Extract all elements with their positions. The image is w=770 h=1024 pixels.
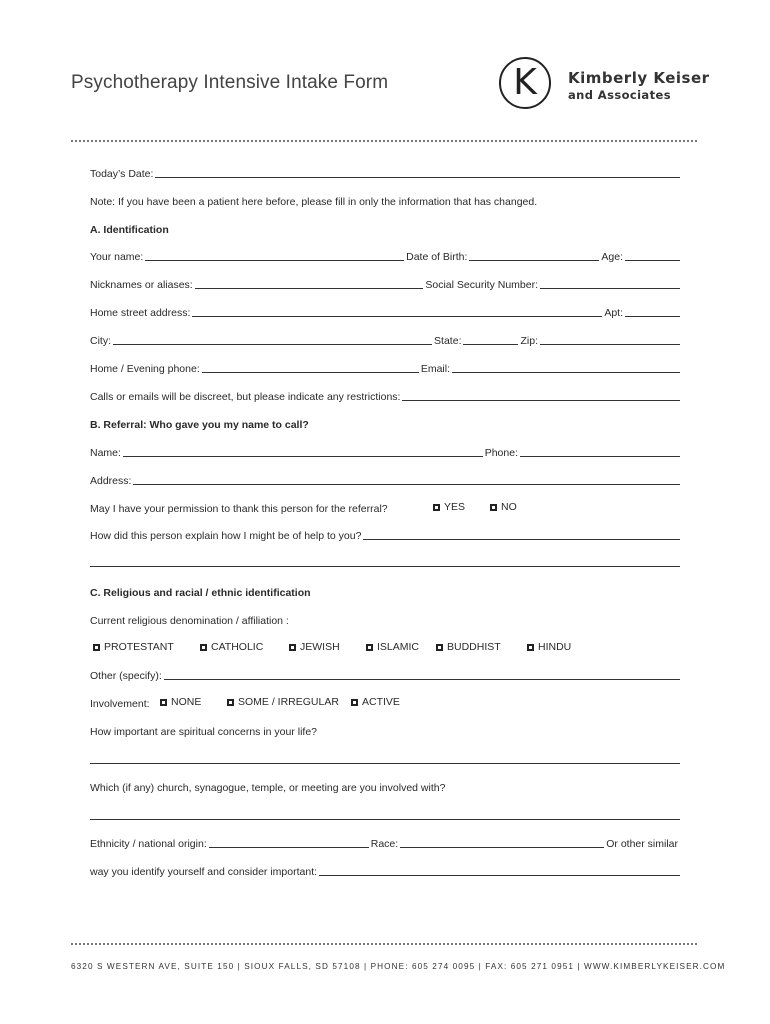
ssn-field[interactable] bbox=[540, 288, 680, 289]
nicknames-label: Nicknames or aliases: bbox=[90, 279, 193, 291]
form-title: Psychotherapy Intensive Intake Form bbox=[71, 72, 389, 93]
race-label: Race: bbox=[370, 838, 399, 850]
buddhist-label: BUDDHIST bbox=[447, 641, 501, 653]
other-specify-field[interactable] bbox=[164, 679, 680, 680]
todays-date-row bbox=[90, 166, 680, 180]
protestant-option[interactable] bbox=[93, 641, 174, 653]
none-label: NONE bbox=[171, 696, 202, 708]
section-b-heading bbox=[90, 417, 680, 431]
dob-label: Date of Birth: bbox=[406, 251, 468, 263]
referral-name-row bbox=[90, 445, 680, 459]
top-divider bbox=[71, 140, 697, 142]
zip-field[interactable] bbox=[540, 344, 680, 345]
city-label: City: bbox=[90, 335, 111, 347]
logo-subtitle: and Associates bbox=[568, 88, 671, 102]
identify-row bbox=[90, 864, 680, 878]
your-name-field[interactable] bbox=[145, 260, 404, 261]
how-explain-label: How did this person explain how I might be of help to you? bbox=[90, 530, 362, 542]
logo-name: Kimberly Keiser bbox=[568, 69, 710, 87]
note-row bbox=[90, 194, 680, 208]
yes-checkbox[interactable] bbox=[433, 504, 440, 511]
referral-address-label: Address: bbox=[90, 475, 132, 487]
some-irregular-checkbox[interactable] bbox=[227, 699, 234, 706]
referral-phone-label: Phone: bbox=[484, 447, 518, 459]
permission-no-option[interactable] bbox=[490, 501, 517, 513]
buddhist-checkbox[interactable] bbox=[436, 644, 443, 651]
islamic-option[interactable] bbox=[366, 641, 419, 653]
phone-email-row bbox=[90, 361, 680, 375]
age-label: Age: bbox=[601, 251, 623, 263]
how-explain-field-line-2[interactable] bbox=[90, 566, 680, 567]
restrictions-label: Calls or emails will be discreet, but please indicate any restrictions: bbox=[90, 391, 401, 403]
section-b-title: B. Referral: Who gave you my name to call? bbox=[90, 419, 309, 431]
ethnicity-label: Ethnicity / national origin: bbox=[90, 838, 207, 850]
zip-label: Zip: bbox=[520, 335, 538, 347]
current-religious-label: Current religious denomination / affiliation : bbox=[90, 615, 289, 627]
todays-date-label: Today’s Date: bbox=[90, 168, 154, 180]
footer-contact: 6320 S WESTERN AVE, SUITE 150 | SIOUX FALLS, SD 57108 | PHONE: 605 274 0095 | FAX: 605 271 0951 | WWW.KIMBERLYKEISER.COM bbox=[71, 962, 726, 971]
buddhist-option[interactable] bbox=[436, 641, 501, 653]
email-label: Email: bbox=[420, 363, 450, 375]
email-field[interactable] bbox=[452, 372, 680, 373]
catholic-option[interactable] bbox=[200, 641, 263, 653]
involvement-some-option[interactable] bbox=[227, 696, 339, 708]
no-label: NO bbox=[501, 501, 517, 513]
referral-name-label: Name: bbox=[90, 447, 121, 459]
spiritual-question: How important are spiritual concerns in your life? bbox=[90, 726, 318, 738]
section-c-title: C. Religious and racial / ethnic identification bbox=[90, 587, 311, 599]
restrictions-row bbox=[90, 389, 680, 403]
protestant-label: PROTESTANT bbox=[104, 641, 174, 653]
catholic-label: CATHOLIC bbox=[211, 641, 264, 653]
jewish-label: JEWISH bbox=[300, 641, 340, 653]
referral-name-field[interactable] bbox=[123, 456, 483, 457]
spiritual-answer-field[interactable] bbox=[90, 763, 680, 764]
home-phone-field[interactable] bbox=[202, 372, 419, 373]
none-checkbox[interactable] bbox=[160, 699, 167, 706]
nicknames-field[interactable] bbox=[195, 288, 424, 289]
church-row bbox=[90, 780, 680, 794]
nicknames-row bbox=[90, 277, 680, 291]
hindu-option[interactable] bbox=[527, 641, 571, 653]
permission-row bbox=[90, 501, 680, 515]
involvement-none-option[interactable] bbox=[160, 696, 201, 708]
state-label: State: bbox=[434, 335, 462, 347]
involvement-label: Involvement: bbox=[90, 698, 150, 710]
logo-k-icon: K bbox=[499, 57, 551, 109]
church-answer-field[interactable] bbox=[90, 819, 680, 820]
bottom-divider bbox=[71, 943, 697, 945]
ethnicity-row bbox=[90, 836, 680, 850]
note-text: Note: If you have been a patient here before, please fill in only the information that has changed. bbox=[90, 196, 538, 208]
involvement-active-option[interactable] bbox=[351, 696, 400, 708]
spiritual-row bbox=[90, 724, 680, 738]
section-a-title: A. Identification bbox=[90, 224, 169, 236]
permission-yes-option[interactable] bbox=[433, 501, 465, 513]
ethnicity-field[interactable] bbox=[209, 847, 369, 848]
islamic-checkbox[interactable] bbox=[366, 644, 373, 651]
ssn-label: Social Security Number: bbox=[425, 279, 538, 291]
islamic-label: ISLAMIC bbox=[377, 641, 420, 653]
current-religious-row bbox=[90, 613, 680, 627]
referral-address-field[interactable] bbox=[133, 484, 680, 485]
city-field[interactable] bbox=[113, 344, 432, 345]
section-c-heading bbox=[90, 585, 680, 599]
other-specify-row bbox=[90, 668, 680, 682]
jewish-option[interactable] bbox=[289, 641, 340, 653]
section-a-heading bbox=[90, 222, 680, 236]
todays-date-field[interactable] bbox=[155, 177, 680, 178]
your-name-label: Your name: bbox=[90, 251, 144, 263]
how-explain-row bbox=[90, 528, 680, 542]
hindu-checkbox[interactable] bbox=[527, 644, 534, 651]
other-specify-label: Other (specify): bbox=[90, 670, 162, 682]
home-address-field[interactable] bbox=[192, 316, 602, 317]
church-question: Which (if any) church, synagogue, temple, or meeting are you involved with? bbox=[90, 782, 446, 794]
home-address-label: Home street address: bbox=[90, 307, 191, 319]
referral-phone-field[interactable] bbox=[520, 456, 680, 457]
hindu-label: HINDU bbox=[538, 641, 572, 653]
catholic-checkbox[interactable] bbox=[200, 644, 207, 651]
referral-address-row bbox=[90, 473, 680, 487]
active-checkbox[interactable] bbox=[351, 699, 358, 706]
some-irregular-label: SOME / IRREGULAR bbox=[238, 696, 339, 708]
identify-field[interactable] bbox=[319, 875, 680, 876]
address-row bbox=[90, 305, 680, 319]
no-checkbox[interactable] bbox=[490, 504, 497, 511]
identify-label: way you identify yourself and consider important: bbox=[90, 866, 318, 878]
name-row bbox=[90, 249, 680, 263]
state-field[interactable] bbox=[463, 344, 518, 345]
dob-field[interactable] bbox=[469, 260, 599, 261]
or-other-label: Or other similar bbox=[606, 838, 678, 850]
yes-label: YES bbox=[444, 501, 466, 513]
how-explain-field[interactable] bbox=[363, 539, 680, 540]
city-row bbox=[90, 333, 680, 347]
apt-field[interactable] bbox=[625, 316, 680, 317]
protestant-checkbox[interactable] bbox=[93, 644, 100, 651]
jewish-checkbox[interactable] bbox=[289, 644, 296, 651]
apt-label: Apt: bbox=[604, 307, 623, 319]
restrictions-field[interactable] bbox=[402, 400, 680, 401]
home-phone-label: Home / Evening phone: bbox=[90, 363, 200, 375]
permission-question: May I have your permission to thank this person for the referral? bbox=[90, 503, 388, 515]
race-field[interactable] bbox=[400, 847, 604, 848]
active-label: ACTIVE bbox=[362, 696, 400, 708]
age-field[interactable] bbox=[625, 260, 680, 261]
